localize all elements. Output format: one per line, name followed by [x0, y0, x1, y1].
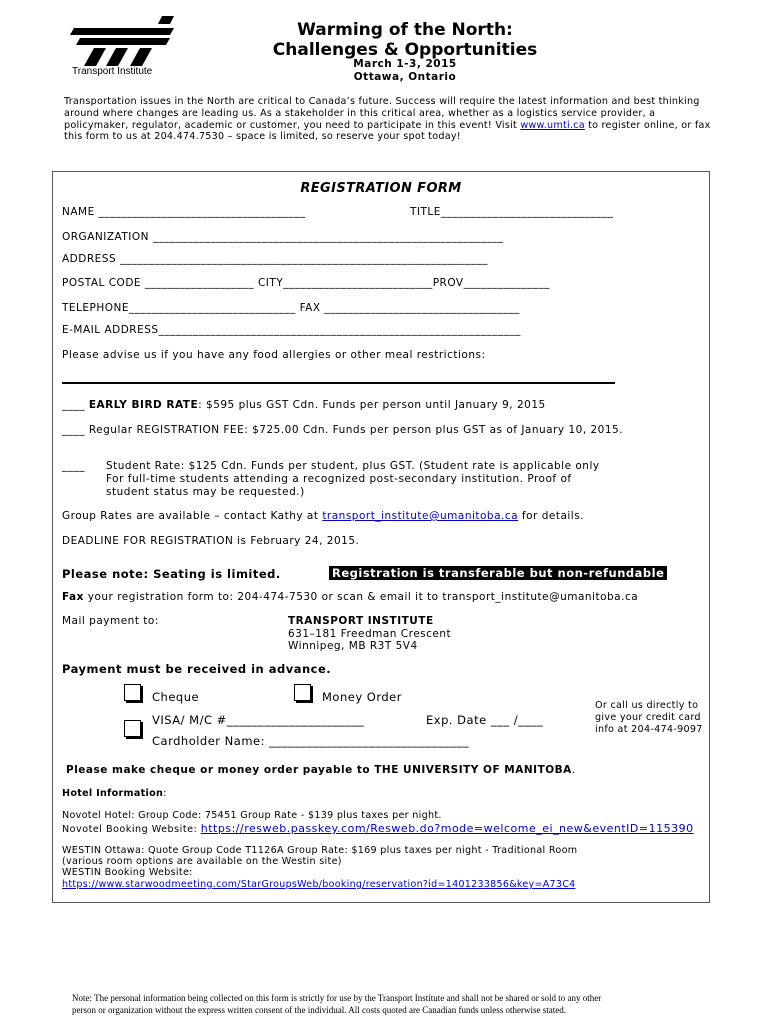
novotel-booking-link[interactable]: https://resweb.passkey.com/Resweb.do?mode=welcome_ei_new&eventID=115390 — [200, 822, 694, 835]
postal-city-prov-field[interactable]: POSTAL CODE ___________________ CITY__________________________PROV_______________ — [62, 277, 550, 289]
money-order-checkbox[interactable] — [294, 684, 311, 701]
intro-text: Transportation issues in the North are critical to Canada’s future. Success will require the latest information and best thinking around where changes are leading us. As a stakeholder in this critical area, whether as a logistics service provider, a policymaker, regulator, academic or customer, you need to participate in this event! Visit — [64, 96, 700, 131]
allergies-prompt: Please advise us if you have any food allergies or other meal restrictions: — [62, 349, 486, 361]
form-title: REGISTRATION FORM — [300, 181, 462, 196]
cardholder-field[interactable]: Cardholder Name: ________________________________ — [152, 734, 470, 748]
allergies-answer-line[interactable] — [62, 382, 615, 384]
call-note-2: give your credit card — [595, 712, 701, 723]
privacy-note-line1: Note: The personal information being collected on this form is strictly for use by the Transport Institute and shall not be shared or sold to any other — [72, 993, 602, 1003]
group-rates — [62, 510, 584, 522]
group-rates-end: for details. — [518, 510, 585, 522]
transferable-text: Registration is transferable but non-refundable — [329, 566, 667, 580]
event-location: Ottawa, Ontario — [353, 71, 457, 83]
event-title-line2: Challenges & Opportunities — [272, 40, 538, 60]
call-note-1: Or call us directly to — [595, 700, 699, 711]
email-field[interactable]: E-MAIL ADDRESS_______________________________________________________________ — [62, 324, 521, 336]
payable-text: Please make cheque or money order payable to THE UNIVERSITY OF MANITOBA — [66, 764, 572, 776]
westin-booking-link[interactable]: https://www.starwoodmeeting.com/StarGroupsWeb/booking/reservation?id=1401233856&key=A73C4 — [62, 879, 576, 890]
westin-info: WESTIN Ottawa: Quote Group Code T1126A Group Rate: $169 plus taxes per night - Traditional Room — [62, 845, 578, 856]
mail-name: TRANSPORT INSTITUTE — [288, 615, 434, 627]
westin-website-label: WESTIN Booking Website: — [62, 867, 193, 878]
payable-note — [66, 764, 576, 776]
early-bird-text: : $595 plus GST Cdn. Funds per person until January 9, 2015 — [198, 399, 546, 411]
student-blank[interactable]: ____ — [62, 460, 85, 472]
name-field[interactable]: NAME ____________________________________ — [62, 206, 306, 218]
event-dates: March 1-3, 2015 — [353, 58, 457, 70]
fax-label: Fax — [62, 591, 84, 603]
visa-field[interactable]: VISA/ M/C #______________________ — [152, 713, 365, 727]
fax-instructions — [62, 591, 638, 603]
logo-caption: Transport Institute — [72, 66, 153, 77]
event-title-line1: Warming of the North: — [297, 20, 513, 40]
student-rate-line3: student status may be requested.) — [106, 486, 305, 498]
payment-advance: Payment must be received in advance. — [62, 662, 332, 676]
payable-period: . — [571, 764, 576, 776]
early-bird-option[interactable] — [62, 399, 546, 411]
mail-city: Winnipeg, MB R3T 5V4 — [288, 640, 418, 652]
hotel-heading — [62, 788, 167, 800]
fax-text: your registration form to: 204-474-7530 or scan & email it to transport_institute@umanitoba.ca — [83, 591, 639, 603]
early-bird-label: EARLY BIRD RATE — [88, 399, 199, 411]
privacy-note-line2: person or organization without the express written consent of the individual. All costs quoted are Canadian funds unless otherwise stated. — [72, 1005, 566, 1015]
intro-text-end: to register online, or fax this form to us at 204.474.7530 – space is limited, so reserve your spot today! — [64, 119, 711, 143]
novotel-info: Novotel Hotel: Group Code: 75451 Group Rate - $139 plus taxes per night. — [62, 810, 442, 821]
group-rates-text: Group Rates are available – contact Kathy at — [62, 510, 323, 522]
novotel-website-label: Novotel Booking Website: — [62, 824, 201, 835]
call-note-3: info at 204-474-9097 — [595, 724, 703, 735]
address-field[interactable]: ADDRESS ________________________________________________________________ — [62, 253, 488, 265]
novotel-website — [62, 822, 694, 835]
mail-street: 631–181 Freedman Crescent — [288, 628, 452, 640]
student-rate-line1: Student Rate: $125 Cdn. Funds per student, plus GST. (Student rate is applicable only — [106, 460, 600, 472]
westin-options: (various room options are available on the Westin site) — [62, 856, 342, 867]
telephone-fax-field[interactable]: TELEPHONE_____________________________ FAX __________________________________ — [62, 302, 520, 314]
money-order-label: Money Order — [322, 690, 402, 704]
exp-date-field[interactable]: Exp. Date ___ /____ — [426, 713, 544, 727]
organization-field[interactable]: ORGANIZATION _____________________________________________________________ — [62, 231, 504, 243]
hotel-colon: : — [163, 788, 167, 799]
cheque-checkbox[interactable] — [124, 684, 141, 701]
credit-card-checkbox[interactable] — [124, 720, 141, 737]
privacy-note — [72, 992, 601, 1016]
transferable-note — [329, 566, 667, 580]
mail-payment-label: Mail payment to: — [62, 615, 159, 627]
intro-paragraph — [64, 96, 714, 143]
title-field[interactable]: TITLE______________________________ — [410, 206, 614, 218]
cheque-label: Cheque — [152, 690, 200, 704]
student-rate-line2: For full-time students attending a recognized post-secondary institution. Proof of — [106, 473, 572, 485]
regular-fee-option[interactable]: ____ Regular REGISTRATION FEE: $725.00 Cdn. Funds per person plus GST as of January 10, 2015. — [62, 424, 624, 436]
umti-link[interactable]: www.umti.ca — [520, 119, 585, 131]
deadline-text: DEADLINE FOR REGISTRATION is February 24, 2015. — [62, 535, 360, 547]
hotel-label: Hotel Information — [62, 788, 164, 799]
group-email-link[interactable]: transport_institute@umanitoba.ca — [322, 510, 519, 522]
seating-note: Please note: Seating is limited. — [62, 567, 281, 581]
early-bird-blank[interactable]: ____ — [62, 399, 89, 411]
